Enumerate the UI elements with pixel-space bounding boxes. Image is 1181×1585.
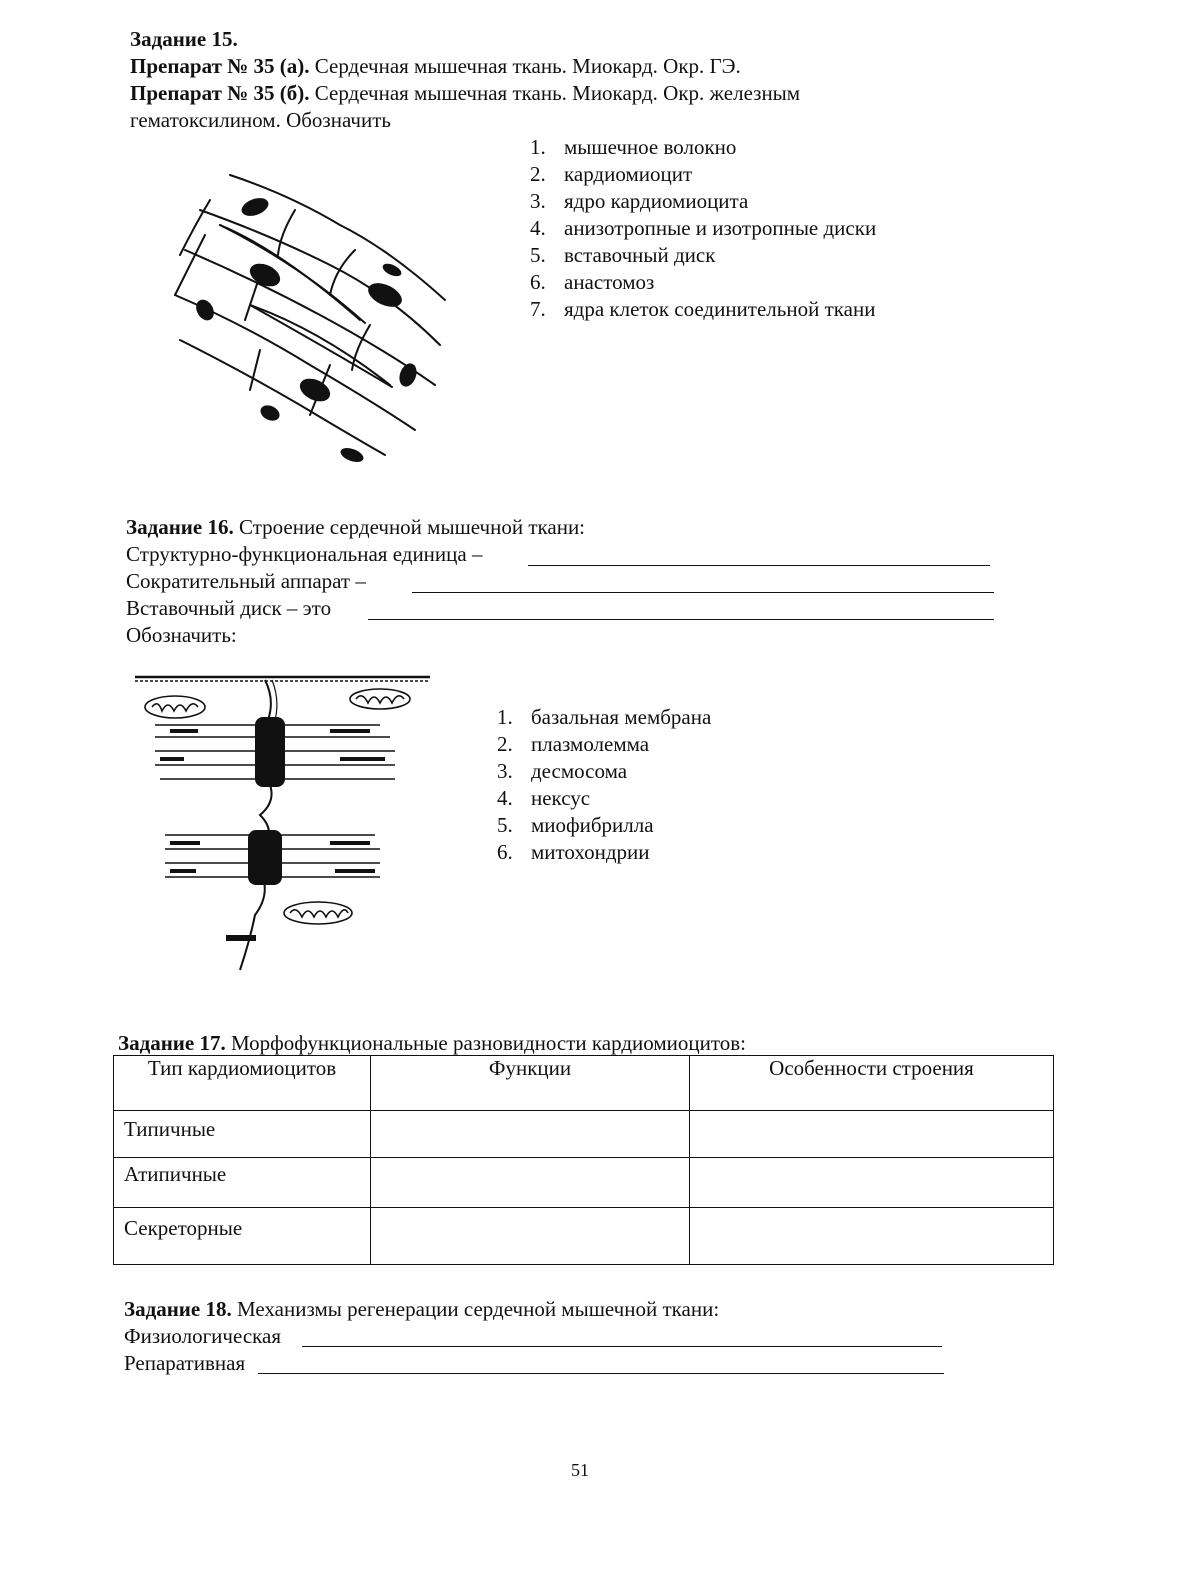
task16-line2: Сократительный аппарат – xyxy=(126,569,366,593)
prep-a-text: Сердечная мышечная ткань. Миокард. Окр. ГЭ. xyxy=(309,54,741,78)
table-cell[interactable] xyxy=(690,1111,1054,1158)
answer-line[interactable] xyxy=(302,1346,942,1347)
intercalated-disc-drawing xyxy=(130,665,440,980)
table-cell: Атипичные xyxy=(114,1158,371,1208)
task18-subtitle: Механизмы регенерации сердечной мышечной ткани: xyxy=(231,1297,720,1321)
task17-heading xyxy=(118,1030,746,1056)
prep-b-text: Сердечная мышечная ткань. Миокард. Окр. железным xyxy=(309,81,801,105)
task15-prep-a xyxy=(130,53,741,79)
task16-title: Задание 16. xyxy=(126,515,234,539)
task18-line2: Репаративная xyxy=(124,1351,246,1375)
legend-item: 4. нексус xyxy=(497,786,591,810)
task16-line1: Структурно-функциональная единица – xyxy=(126,542,483,566)
task16-line4: Обозначить: xyxy=(126,623,237,647)
legend-item: 1. базальная мембрана xyxy=(497,705,712,729)
table-header: Тип кардиомиоцитов xyxy=(114,1056,371,1111)
task18-line1: Физиологическая xyxy=(124,1324,282,1348)
task16-line3: Вставочный диск – это xyxy=(126,596,332,620)
task16-heading xyxy=(126,514,585,540)
table-row xyxy=(114,1158,1054,1208)
table-row xyxy=(114,1208,1054,1265)
table-cell[interactable] xyxy=(690,1158,1054,1208)
prep-a-label: Препарат № 35 (а). xyxy=(130,54,310,78)
task17-subtitle: Морфофункциональные разновидности кардиомиоцитов: xyxy=(225,1031,747,1055)
answer-line[interactable] xyxy=(528,565,990,566)
legend-item: 5. миофибрилла xyxy=(497,813,654,837)
cardiomyocyte-table xyxy=(113,1055,1054,1265)
table-header: Функции xyxy=(371,1056,690,1111)
task16-subtitle: Строение сердечной мышечной ткани: xyxy=(233,515,586,539)
legend-item: 6. митохондрии xyxy=(497,840,650,864)
task18-heading xyxy=(124,1296,719,1322)
table-cell[interactable] xyxy=(690,1208,1054,1265)
legend-item: 2. плазмолемма xyxy=(497,732,650,756)
page-number: 51 xyxy=(571,1460,589,1480)
legend-item: 6. анастомоз xyxy=(530,270,655,294)
prep-b-label: Препарат № 35 (б). xyxy=(130,81,310,105)
task16-legend xyxy=(497,704,711,866)
answer-line[interactable] xyxy=(368,619,994,620)
legend-item: 5. вставочный диск xyxy=(530,243,716,267)
legend-item: 3. десмосома xyxy=(497,759,628,783)
legend-item: 3. ядро кардиомиоцита xyxy=(530,189,749,213)
prep-b-text2: гематоксилином. Обозначить xyxy=(130,108,391,132)
task15-legend xyxy=(530,134,876,323)
table-header: Особенности строения xyxy=(690,1056,1054,1111)
task18-title: Задание 18. xyxy=(124,1297,232,1321)
table-cell: Секреторные xyxy=(114,1208,371,1265)
table-row xyxy=(114,1111,1054,1158)
legend-item: 1. мышечное волокно xyxy=(530,135,737,159)
cardiac-muscle-drawing xyxy=(160,155,470,475)
table-cell: Типичные xyxy=(114,1111,371,1158)
legend-item: 4. анизотропные и изотропные диски xyxy=(530,216,877,240)
task17-title: Задание 17. xyxy=(118,1031,226,1055)
task15-prep-b xyxy=(130,80,800,106)
answer-line[interactable] xyxy=(258,1373,944,1374)
table-cell[interactable] xyxy=(371,1208,690,1265)
legend-item: 7. ядра клеток соединительной ткани xyxy=(530,297,876,321)
task15-title: Задание 15. xyxy=(130,27,238,51)
table-cell[interactable] xyxy=(371,1111,690,1158)
table-cell[interactable] xyxy=(371,1158,690,1208)
legend-item: 2. кардиомиоцит xyxy=(530,162,693,186)
answer-line[interactable] xyxy=(412,592,994,593)
